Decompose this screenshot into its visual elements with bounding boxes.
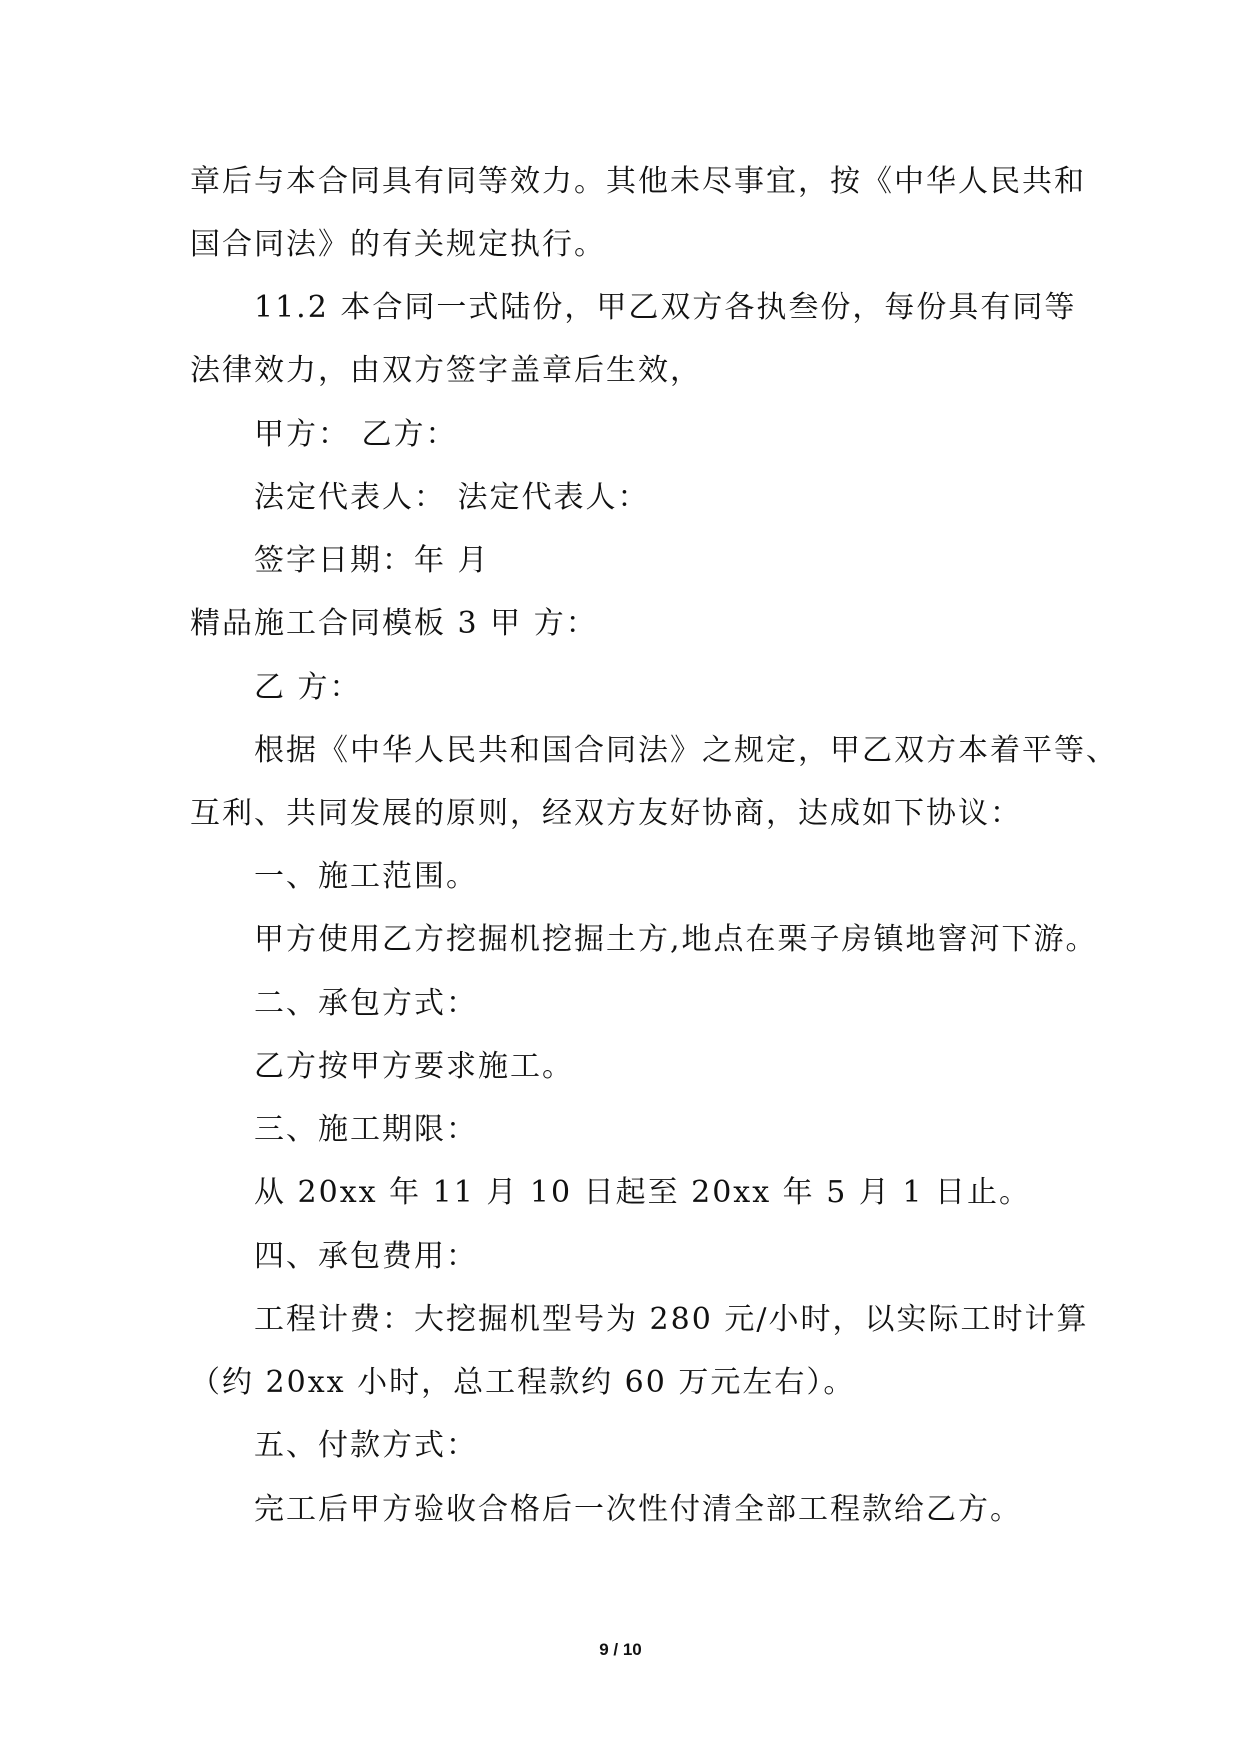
paragraph-line-6: 法定代表人： 法定代表人： — [254, 480, 650, 515]
paragraph-line-10: 根据《中华人民共和国合同法》之规定，甲乙双方本着平等、 — [254, 733, 1118, 768]
paragraph-line-16: 三、施工期限： — [254, 1112, 478, 1147]
paragraph-line-22: 完工后甲方验收合格后一次性付清全部工程款给乙方。 — [254, 1492, 1022, 1527]
paragraph-line-12: 一、施工范围。 — [254, 859, 478, 894]
paragraph-line-5: 甲方： 乙方： — [254, 417, 458, 452]
paragraph-line-19: 工程计费：大挖掘机型号为 280 元/小时，以实际工时计算 — [254, 1302, 1089, 1337]
paragraph-line-3: 11.2 本合同一式陆份，甲乙双方各执叁份，每份具有同等 — [254, 290, 1077, 325]
paragraph-line-11: 互利、共同发展的原则，经双方友好协商，达成如下协议： — [190, 796, 1022, 831]
paragraph-line-15: 乙方按甲方要求施工。 — [254, 1049, 574, 1084]
paragraph-line-14: 二、承包方式： — [254, 986, 478, 1021]
paragraph-line-1: 章后与本合同具有同等效力。其他未尽事宜，按《中华人民共和 — [190, 164, 1086, 199]
paragraph-line-20: （约 20xx 小时，总工程款约 60 万元左右）。 — [190, 1365, 856, 1400]
paragraph-line-4: 法律效力，由双方签字盖章后生效， — [190, 353, 702, 388]
paragraph-line-13: 甲方使用乙方挖掘机挖掘土方,地点在栗子房镇地窨河下游。 — [254, 922, 1098, 957]
paragraph-line-2: 国合同法》的有关规定执行。 — [190, 227, 606, 262]
paragraph-line-18: 四、承包费用： — [254, 1239, 478, 1274]
paragraph-line-9: 乙 方： — [254, 670, 362, 705]
section-heading-line: 精品施工合同模板 3 甲 方： — [190, 606, 598, 641]
paragraph-line-21: 五、付款方式： — [254, 1428, 478, 1463]
paragraph-line-17: 从 20xx 年 11 月 10 日起至 20xx 年 5 月 1 日止。 — [254, 1175, 1031, 1210]
page-number: 9 / 10 — [599, 1640, 642, 1659]
paragraph-line-7: 签字日期：年 月 — [254, 543, 490, 578]
